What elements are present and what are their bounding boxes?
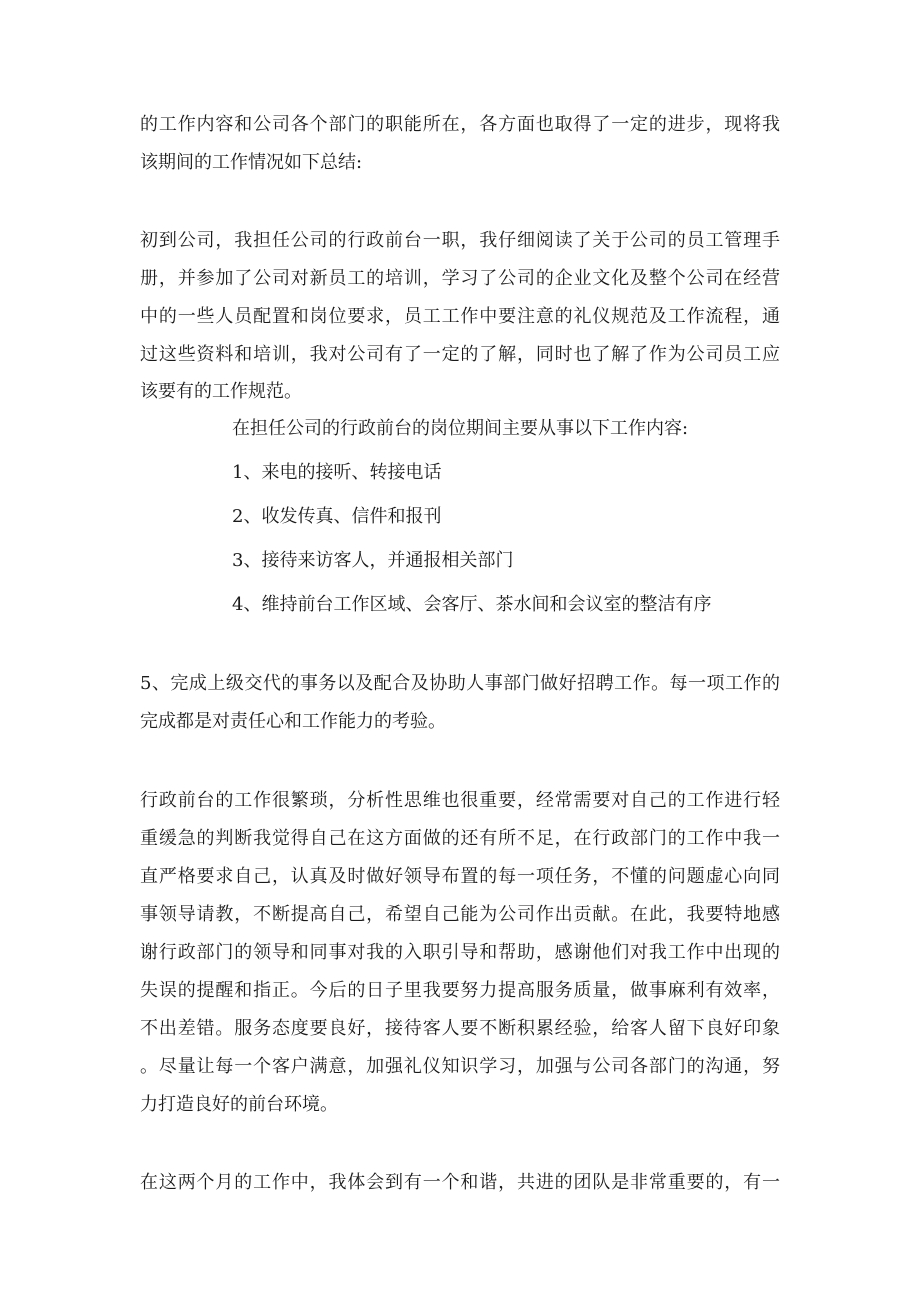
paragraph-2-line-1: 初到公司，我担任公司的行政前台一职，我仔细阅读了关于公司的员工管理手	[140, 230, 780, 251]
paragraph-5-line-2: 完成都是对责任心和工作能力的考验。	[140, 711, 446, 732]
paragraph-6-line-1: 行政前台的工作很繁琐，分析性思维也很重要，经常需要对自己的工作进行轻	[140, 790, 780, 811]
paragraph-2-line-4: 过这些资料和培训，我对公司有了一定的了解，同时也了解了作为公司员工应	[140, 344, 780, 365]
paragraph-2-line-5: 该要有的工作规范。	[140, 381, 302, 402]
paragraph-6-line-6: 失误的提醒和指正。今后的日子里我要努力提高服务质量，做事麻利有效率，	[140, 980, 780, 1001]
paragraph-1-line-2: 该期间的工作情况如下总结:	[140, 152, 363, 173]
duty-item-3: 3、接待来访客人，并通报相关部门	[232, 550, 514, 571]
paragraph-6-line-3: 直严格要求自己，认真及时做好领导布置的每一项任务，不懂的问题虚心向同	[140, 866, 780, 887]
duty-item-2: 2、收发传真、信件和报刊	[232, 506, 442, 527]
paragraph-6-line-9: 力打造良好的前台环境。	[140, 1094, 338, 1115]
paragraph-6-line-4: 事领导请教，不断提高自己，希望自己能为公司作出贡献。在此，我要特地感	[140, 904, 780, 925]
paragraph-6-line-5: 谢行政部门的领导和同事对我的入职引导和帮助，感谢他们对我工作中出现的	[140, 942, 780, 963]
paragraph-7-line-1: 在这两个月的工作中，我体会到有一个和谐，共进的团队是非常重要的，有一	[140, 1172, 780, 1193]
duty-item-4: 4、维持前台工作区域、会客厅、茶水间和会议室的整洁有序	[232, 594, 712, 615]
paragraph-6-line-8: 。尽量让每一个客户满意，加强礼仪知识学习，加强与公司各部门的沟通，努	[140, 1056, 780, 1077]
duties-intro: 在担任公司的行政前台的岗位期间主要从事以下工作内容:	[232, 418, 689, 439]
paragraph-2-line-2: 册，并参加了公司对新员工的培训，学习了公司的企业文化及整个公司在经营	[140, 268, 780, 289]
paragraph-6-line-2: 重缓急的判断我觉得自己在这方面做的还有所不足，在行政部门的工作中我一	[140, 828, 780, 849]
paragraph-6-line-7: 不出差错。服务态度要良好，接待客人要不断积累经验，给客人留下良好印象	[140, 1018, 780, 1039]
duty-item-1: 1、来电的接听、转接电话	[232, 462, 442, 483]
paragraph-2-line-3: 中的一些人员配置和岗位要求，员工工作中要注意的礼仪规范及工作流程，通	[140, 306, 780, 327]
paragraph-1-line-1: 的工作内容和公司各个部门的职能所在，各方面也取得了一定的进步，现将我	[140, 114, 780, 135]
paragraph-5-line-1: 5、完成上级交代的事务以及配合及协助人事部门做好招聘工作。每一项工作的	[140, 673, 780, 694]
